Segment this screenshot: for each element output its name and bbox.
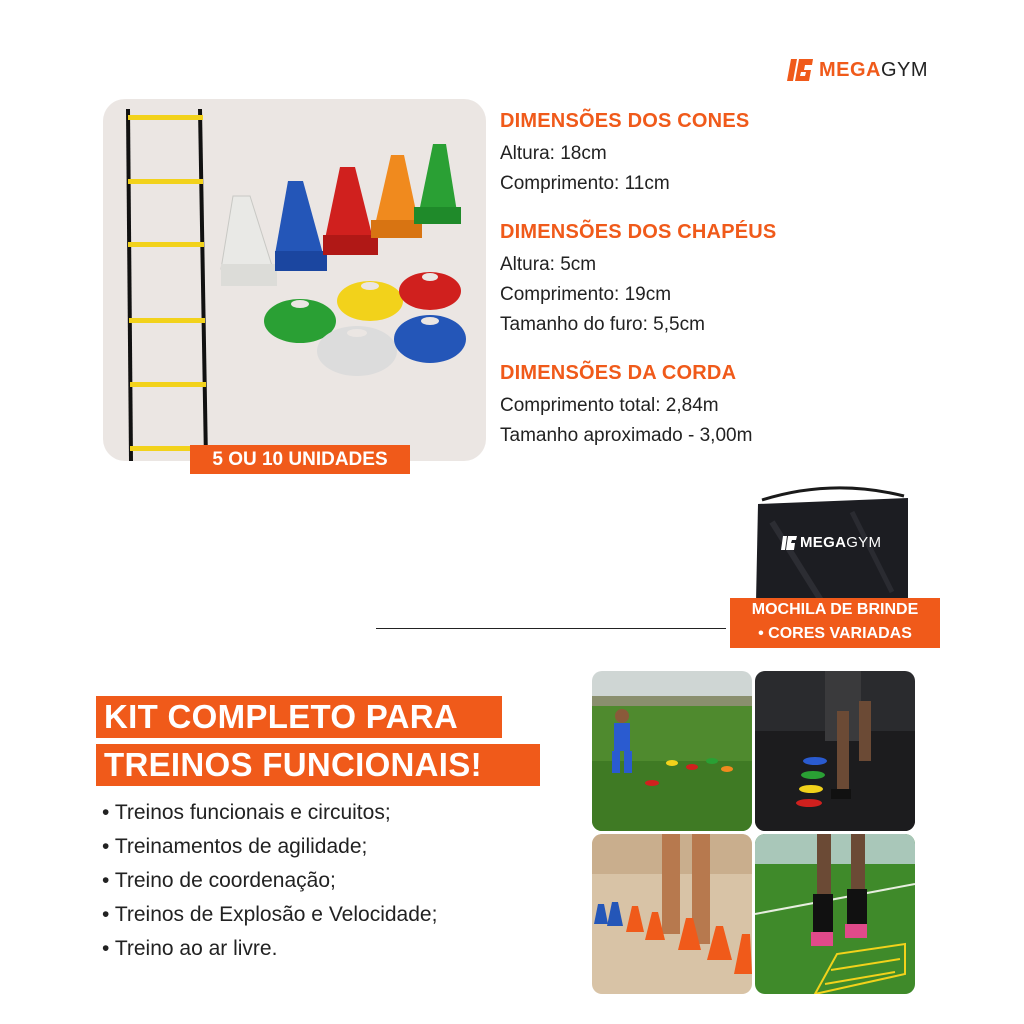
spec-group-corda [500, 362, 1000, 451]
units-badge: 5 OU 10 UNIDADES [190, 445, 410, 474]
agility-ladder-icon [128, 109, 206, 461]
photo-field-ladder [755, 834, 915, 994]
list-item: • Treinamentos de agilidade; [102, 830, 562, 864]
gift-bag [752, 482, 912, 602]
spec-line: Comprimento total: 2,84m [500, 395, 719, 416]
spec-heading: DIMENSÕES DOS CONES [500, 110, 750, 132]
spec-heading: DIMENSÕES DA CORDA [500, 362, 737, 384]
gift-bag-label [730, 598, 940, 648]
bag-brand-text: MEGAGYM [800, 534, 882, 551]
spec-line: Tamanho do furo: 5,5cm [500, 314, 705, 335]
benefits-list [102, 796, 562, 966]
photo-kid-field [592, 671, 752, 831]
spec-line: Comprimento: 19cm [500, 284, 672, 305]
cones-icon [221, 144, 461, 286]
list-item: • Treinos funcionais e circuitos; [102, 796, 562, 830]
spec-line: Altura: 18cm [500, 143, 607, 164]
spec-group-cones [500, 110, 1000, 199]
bag-label-line2: • CORES VARIADAS [758, 625, 912, 642]
list-item: • Treino de coordenação; [102, 864, 562, 898]
list-item: • Treinos de Explosão e Velocidade; [102, 898, 562, 932]
spec-heading: DIMENSÕES DOS CHAPÉUS [500, 221, 777, 243]
specs-section [500, 110, 1000, 473]
spec-line: Altura: 5cm [500, 254, 597, 275]
spec-line: Comprimento: 11cm [500, 173, 670, 194]
spec-group-chapeus [500, 221, 1000, 340]
kit-headline-line2: TREINOS FUNCIONAIS! [96, 744, 540, 786]
dome-markers-icon [264, 272, 466, 376]
list-item: • Treino ao ar livre. [102, 932, 562, 966]
kit-headline-line1: KIT COMPLETO PARA [96, 696, 502, 738]
photo-beach-cones [592, 834, 752, 994]
section-divider [376, 628, 726, 629]
spec-line: Tamanho aproximado - 3,00m [500, 425, 753, 446]
product-image-panel [103, 99, 486, 461]
photo-indoor-ladder [755, 671, 915, 831]
megagym-logo-icon [785, 57, 815, 83]
brand-name: MEGAGYM [819, 58, 929, 81]
bag-label-line1: MOCHILA DE BRINDE [751, 601, 919, 618]
brand-logo [785, 56, 928, 84]
agility-kit-illustration [103, 99, 486, 461]
